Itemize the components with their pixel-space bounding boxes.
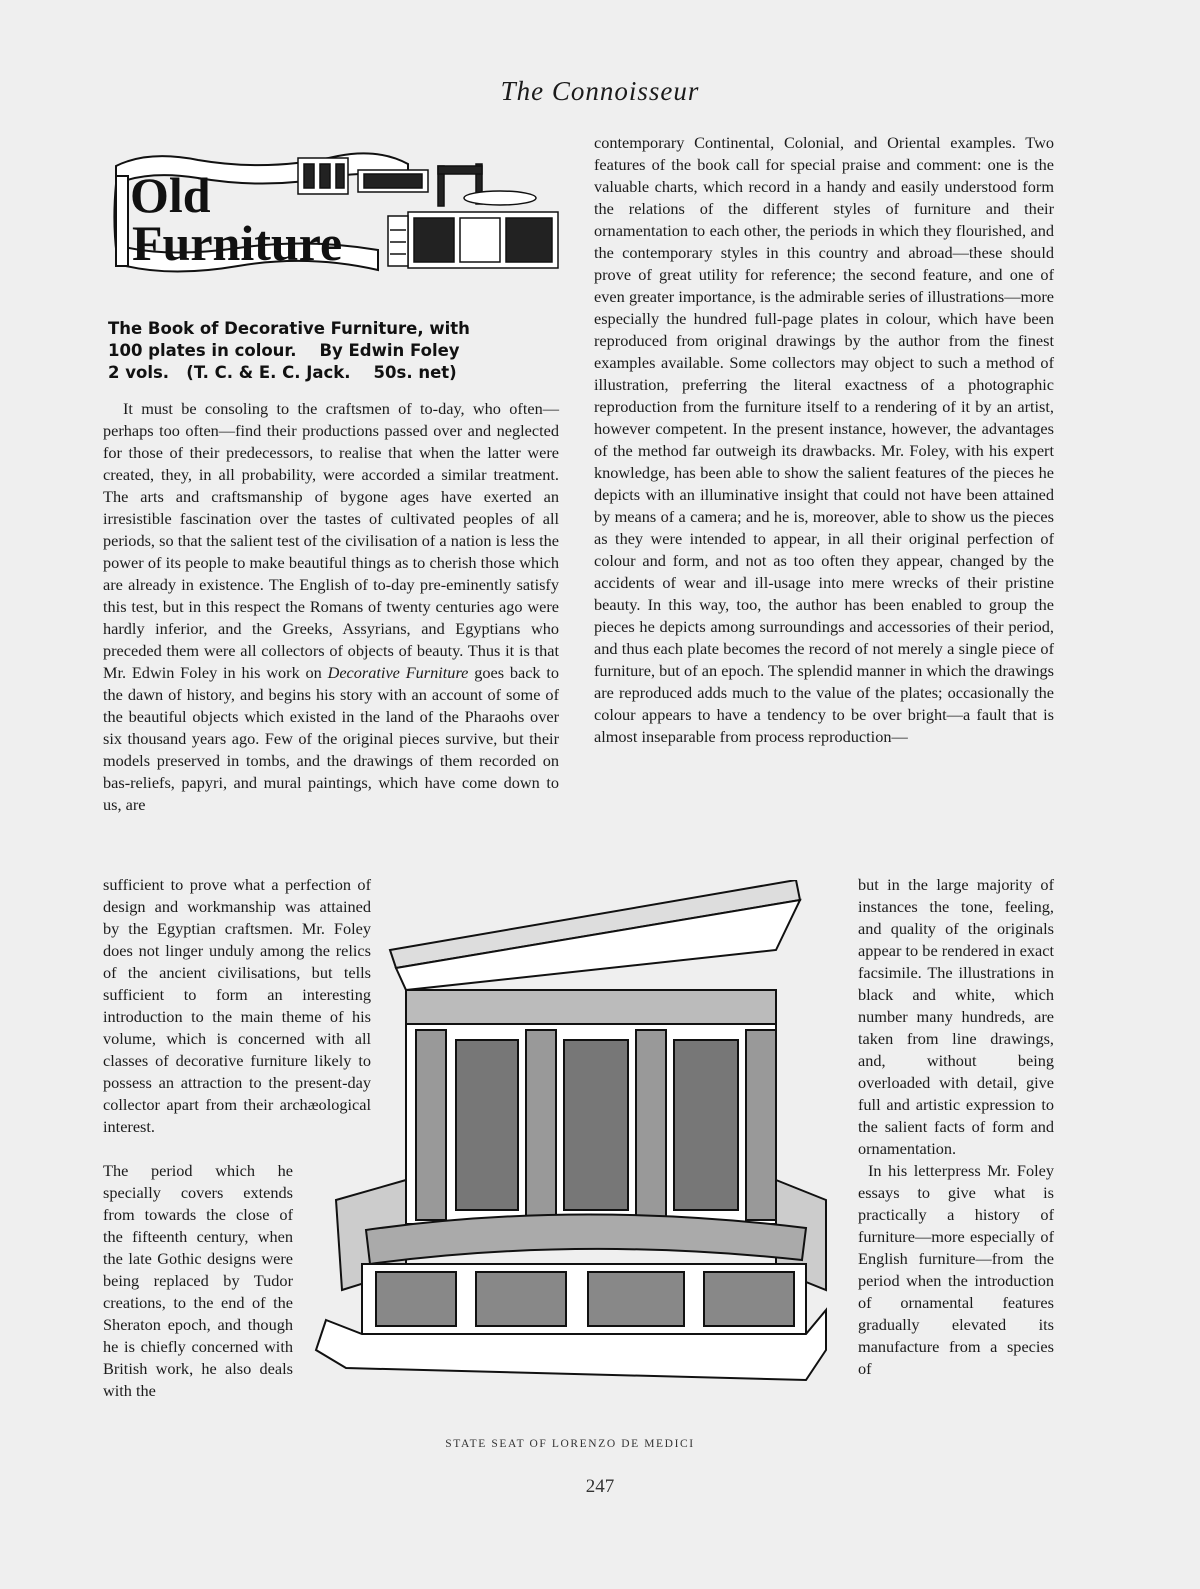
running-head: The Connoisseur	[500, 76, 700, 106]
left-wrap-text-lower: The period which he specially covers extends from towards the close of the fifteenth century, when the late Gothic designs were being replaced by Tudor creations, to the end of the Sheraton epoch, and though he is chiefly concerned with British work, he also deals with the	[103, 1161, 293, 1400]
old-furniture-banner	[108, 146, 564, 280]
state-seat-illustration	[306, 880, 840, 1425]
right-column-text	[594, 132, 1054, 748]
figure-caption: STATE SEAT OF LORENZO DE MEDICI	[445, 1438, 695, 1450]
banner-word-old: Old	[130, 167, 211, 223]
body-paragraph: It must be consoling to the craftsmen of to-day, who often—perhaps too often—find their productions passed over and neglected for those of their predecessors, to realise that when the latter were created, they, in all probability, were accorded a similar treatment. The arts and craftsmanship of bygone ages have exerted an irresistible fascination over the tastes of cultivated peoples of all periods, so that the salient test of the civilisation of a nation is less the power of its people to make beautiful things as to cherish those which are already in existence. The English of to-day pre-eminently satisfy this test, but in this respect the Romans of twenty centuries ago were hardly inferior, and the Greeks, Assyrians, and Egyptians who preceded them were all collectors of objects of beauty. Thus it is that Mr. Edwin Foley in his work on	[103, 399, 559, 682]
review-heading-line: 2 vols. (T. C. & E. C. Jack. 50s. net)	[108, 363, 457, 382]
body-paragraph: In his letterpress Mr. Foley essays to give what is practically a history of furniture—more especially of English furniture—from the period when the introduction of ornamental features gradually elevated its manufacture from a species of	[858, 1161, 1054, 1378]
page-number: 247	[585, 1476, 615, 1497]
left-wrap-text: sufficient to prove what a perfection of design and workmanship was attained by the Egyptian craftsmen. Mr. Foley does not linger unduly among the relics of the ancient civilisations, but tells sufficient to form an interesting introduction to the main theme of his volume, which is concerned with all classes of decorative furniture likely to possess an attraction to the present-day collector apart from their archæological interest.	[103, 875, 371, 1136]
review-heading	[108, 318, 518, 384]
left-column-text	[103, 398, 559, 816]
right-wrap-text	[858, 874, 1054, 1380]
body-paragraph: contemporary Continental, Colonial, and Oriental examples. Two features of the book call for special praise and comment: one is the valuable charts, which record in a handy and easily understood form the relations of the different styles of furniture and their ornamentation to each other, the periods in which they flourished, and the contemporary styles in this country and abroad—these should prove of great utility for reference; the second feature, and one of even greater importance, is the admirable series of illustrations—more especially the hundred full-page plates in colour, which have been reproduced from original drawings by the author from the finest examples available. Some collectors may object to such a method of illustration, preferring the literal exactness of a photographic reproduction from the furniture itself to a rendering of it by an artist, however competent. In the present instance, however, the advantages of the method far outweigh its drawbacks. Mr. Foley, with his expert knowledge, has been able to show the salient features of the pieces he depicts with an illuminative insight that could not have been attained by means of a camera; and he is, moreover, able to show us the pieces as they were intended to appear, in all their original perfection of colour and form, and not as too often they appear, changed by the accidents of wear and ill-usage into mere wrecks of their pristine beauty. In this way, too, the author has been enabled to group the pieces he depicts among surroundings and accessories of their period, and thus each plate becomes the record of not merely a single piece of furniture, but of an epoch. The splendid manner in which the drawings are reproduced adds much to the value of the plates; occasionally the colour appears to have a tendency to be over bright—a fault that is almost inseparable from process reproduction—	[594, 133, 1054, 746]
review-heading-line: The Book of Decorative Furniture, with	[108, 319, 470, 338]
review-heading-line: 100 plates in colour. By Edwin Foley	[108, 341, 460, 360]
banner-word-furniture: Furniture	[132, 215, 343, 271]
body-paragraph-continuation: goes back to the dawn of history, and begins his story with an account of some of the beautiful objects which existed in the land of the Pharaohs over six thousand years ago. Few of the original pieces survive, but their models preserved in tombs, and the drawings of them recorded on bas-reliefs, papyri, and mural paintings, which have come down to us, are	[103, 663, 560, 814]
body-paragraph: but in the large majority of instances the tone, feeling, and quality of the originals appear to be rendered in exact facsimile. The illustrations in black and white, which number many hundreds, are taken from line drawings, and, without being overloaded with detail, give full and artistic expression to the salient facts of form and ornamentation.	[858, 875, 1054, 1158]
book-title: Decorative Furniture	[327, 663, 469, 682]
